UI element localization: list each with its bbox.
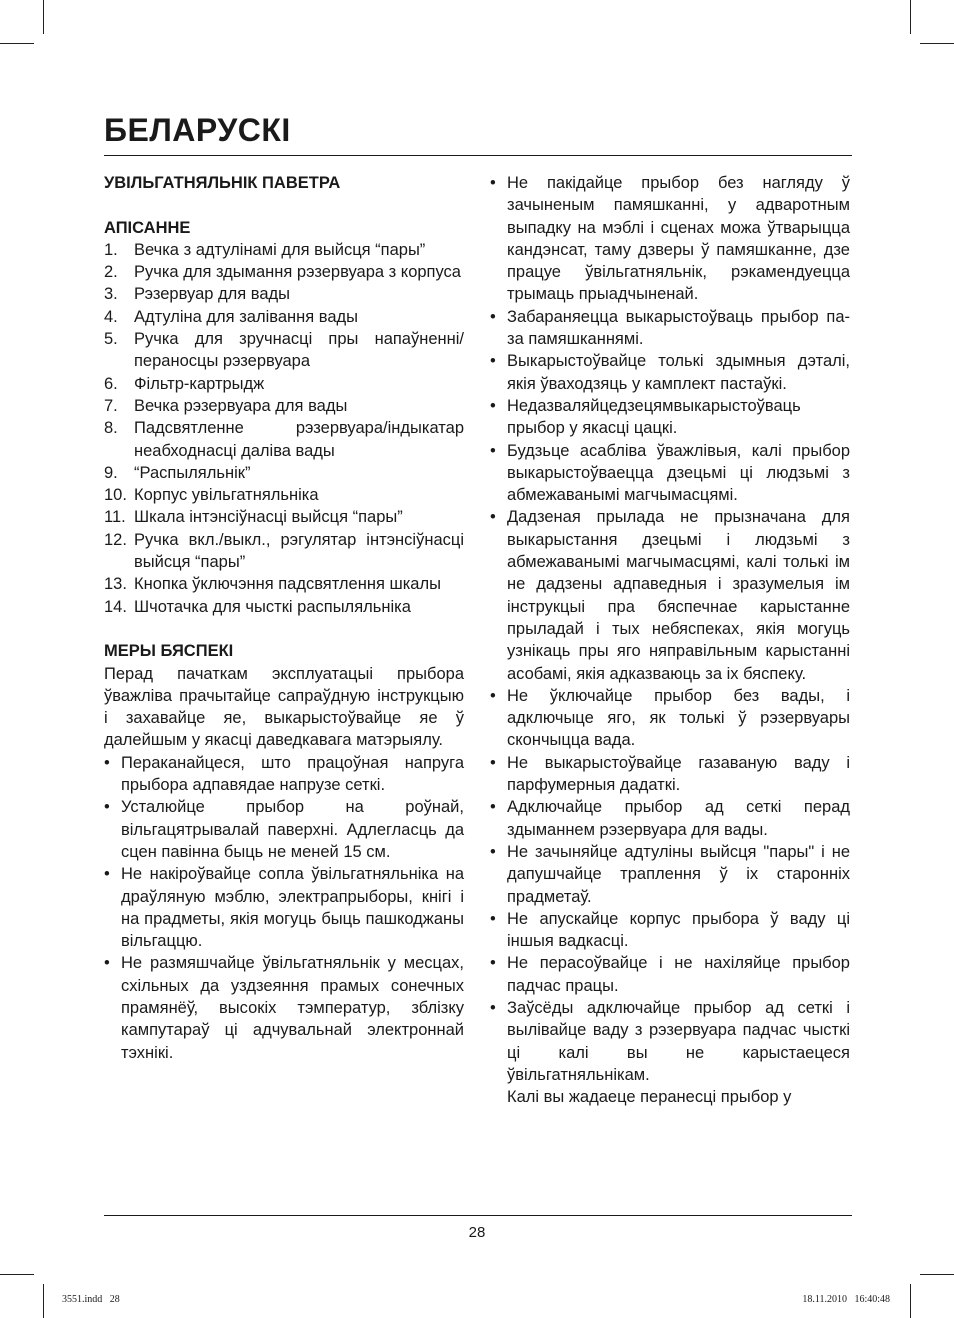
page-title: БЕЛАРУСКІ — [104, 112, 291, 148]
bullet-text: Не перасоўвайце і не нахіляйце прыбор падчас працы. — [507, 954, 850, 995]
bullet-dot-icon: • — [104, 798, 110, 817]
item-text: Рэзервуар для вады — [134, 285, 291, 304]
description-item — [104, 529, 464, 574]
slug-date: 18.11.2010 16:40:48 — [802, 1294, 890, 1305]
description-item — [104, 573, 464, 595]
crop-mark — [920, 43, 954, 44]
bullet-text: Недазваляйцедзецямвыкарыстоўваць прыбор у якасці цацкі. — [507, 396, 801, 438]
safety-intro: Перад пачаткам эксплуатацыі прыбора ўважліва прачытайце сапраўдную інструкцыю і захавайце яе, выкарыстоўвайце яе ў далейшым у якасці даведкавага матэрыялу. — [104, 664, 464, 750]
bullet-text: Адключайце прыбор ад сеткі перад здыманнем рэзервуара для вады. — [507, 798, 850, 839]
safety-bullet — [490, 440, 850, 507]
bullet-dot-icon: • — [490, 753, 496, 772]
slug-file: 3551.indd 28 — [62, 1294, 120, 1305]
bullet-text: Не апускайце корпус прыбора ў ваду ці іншыя вадкасці. — [507, 909, 850, 951]
bullet-dot-icon: • — [490, 998, 496, 1017]
item-number: 3. — [104, 285, 118, 304]
bullet-text: Не пакідайце прыбор без нагляду ў зачыненым памяшканні, у адваротным выпадку на мэблі і сценах можа ўтварыцца кандэнсат, таму дзверы ў памяшканне, дзе працуе ўвільгатняльнік, рэкамендуецца трымаць прыадчыненай. — [507, 174, 850, 304]
bullet-text: Не выкарыстоўвайце газаваную ваду і парфумерныя дадаткі. — [507, 753, 850, 795]
safety-bullet — [490, 506, 850, 684]
bullet-dot-icon: • — [104, 753, 110, 772]
bullet-text: Дадзеная прылада не прызначана для выкарыстання дзецьмі і людзьмі з абмежаванымі магчымасцямі, калі толькі ім не дадзены адпаведныя і зразумелыя ім інструкцыі пра бяспечнае карыстанне прыладай і тых небяспеках, якія могуць узнікаць пры яго няправільным карыстанні асобамі, якія адказваюць за іх бяспеку. — [507, 508, 850, 683]
bullet-dot-icon: • — [490, 352, 496, 371]
bullet-dot-icon: • — [490, 798, 496, 817]
description-heading: АПІСАННЕ — [104, 218, 191, 237]
bullet-text: Усталюйце прыбор на роўнай, вільгацятрывалай паверхні. Адлегласць да сцен павінна быць не меней 15 см. — [121, 798, 464, 861]
safety-bullet — [490, 952, 850, 997]
title-rule — [104, 155, 852, 156]
crop-mark — [910, 0, 911, 34]
continuation-text: Калі вы жадаеце перанесці прыбор у — [507, 1088, 792, 1107]
item-number: 1. — [104, 240, 118, 259]
item-text: Ручка вкл./выкл., рэгулятар інтэнсіўнасці выйсця “пары” — [134, 530, 464, 572]
item-text: Шчотачка для чысткі распыляльніка — [134, 597, 411, 616]
item-text: Ручка для зручнасці пры напаўненні/пераносцы рэзервуара — [134, 330, 464, 371]
footer-rule — [104, 1215, 852, 1216]
safety-bullets-left — [104, 752, 464, 1064]
description-item — [104, 506, 464, 528]
product-heading: УВІЛЬГАТНЯЛЬНІК ПАВЕТРА — [104, 174, 341, 192]
bullet-text: Забараняецца выкарыстоўваць прыбор па-за памяшканнямі. — [507, 307, 850, 349]
item-number: 5. — [104, 330, 118, 349]
safety-bullet — [490, 685, 850, 752]
bullet-dot-icon: • — [490, 508, 496, 527]
item-text: Вечка з адтулінамі для выйсця “пары” — [134, 240, 426, 259]
item-number: 12. — [104, 530, 127, 549]
safety-bullets-right — [490, 172, 850, 1086]
crop-mark — [0, 43, 34, 44]
description-list — [104, 239, 464, 618]
left-column — [104, 172, 464, 1064]
bullet-text: Не зачыняйце адтуліны выйсця "пары" і не дапушчайце траплення ў іх староннiх прадметаў. — [507, 842, 850, 906]
bullet-text: Заўсёды адключайце прыбор ад сеткі і вылівайце ваду з рэзервуара падчас чысткі ці калі вы не карыстаецеся ўвільгатняльнікам. — [507, 998, 850, 1084]
bullet-text: Не размяшчайце ўвільгатняльнік у месцах, схільных да уздзеяння прамых сонечных прамянёў, высокіх тэмператур, зблізку кампутараў ці адчувальнай электроннай тэхнікі. — [121, 954, 464, 1062]
safety-bullet — [104, 863, 464, 952]
safety-bullet — [490, 908, 850, 953]
item-text: Фільтр-картрыдж — [134, 374, 265, 393]
bullet-dot-icon: • — [490, 396, 496, 415]
safety-bullet — [490, 796, 850, 841]
bullet-dot-icon: • — [104, 865, 110, 884]
bullet-dot-icon: • — [104, 954, 110, 973]
item-number: 13. — [104, 575, 127, 594]
bullet-dot-icon: • — [490, 686, 496, 705]
item-number: 9. — [104, 463, 118, 482]
item-number: 4. — [104, 307, 118, 326]
crop-mark — [0, 1274, 34, 1275]
crop-mark — [910, 1284, 911, 1318]
crop-mark — [43, 1284, 44, 1318]
item-text: “Распыляльнік” — [134, 463, 251, 482]
description-item — [104, 596, 464, 618]
description-item — [104, 417, 464, 462]
safety-bullet — [490, 172, 850, 306]
item-text: Ручка для здымання рэзервуара з корпуса — [134, 263, 461, 282]
item-text: Кнопка ўключэння падсвятлення шкалы — [134, 575, 441, 594]
item-number: 11. — [104, 508, 126, 527]
bullet-text: Выкарыстоўвайце толькі здымныя дэталі, якія ўваходзяць у камплект пастаўкі. — [507, 352, 850, 393]
bullet-text: Пераканайцеся, што працоўная напруга прыбора адпавядае напрузе сеткі. — [121, 753, 464, 795]
bullet-dot-icon: • — [490, 441, 496, 460]
description-item — [104, 283, 464, 305]
bullet-text: Не накіроўвайце сопла ўвільгатняльніка на драўляную мэблю, электрапрыборы, кнігі і на прадметы, якія могуць быць пашкоджаны вільгаццю. — [121, 865, 464, 951]
description-item — [104, 239, 464, 261]
safety-bullet — [490, 350, 850, 395]
safety-heading: МЕРЫ БЯСПЕКІ — [104, 642, 234, 661]
page-number: 28 — [468, 1224, 486, 1241]
item-number: 2. — [104, 263, 118, 282]
bullet-dot-icon: • — [490, 174, 496, 192]
item-text: Падсвятленне рэзервуара/індыкатар неабходнасці даліва вады — [134, 419, 464, 460]
description-item — [104, 395, 464, 417]
description-item — [104, 462, 464, 484]
safety-bullet — [490, 997, 850, 1086]
crop-mark — [43, 0, 44, 34]
item-number: 8. — [104, 419, 118, 438]
bullet-text: Не ўключайце прыбор без вады, і адключыце яго, як толькі ў рэзервуары скончыцца вада. — [507, 686, 850, 750]
safety-bullet — [104, 796, 464, 863]
bullet-dot-icon: • — [490, 842, 496, 861]
right-column — [490, 172, 850, 1108]
item-text: Адтуліна для залівання вады — [134, 307, 358, 326]
description-item — [104, 261, 464, 283]
description-item — [104, 373, 464, 395]
safety-bullet — [490, 841, 850, 908]
item-text: Корпус увільгатняльніка — [134, 486, 319, 505]
bullet-dot-icon: • — [490, 909, 496, 928]
safety-bullet — [490, 752, 850, 797]
safety-bullet — [490, 306, 850, 351]
description-item — [104, 328, 464, 373]
safety-bullet — [490, 395, 850, 440]
bullet-text: Будзьце асабліва ўважлівыя, калі прыбор выкарыстоўваецца дзецьмі ці людзьмі з абмежаванымі магчымасцямі. — [507, 441, 850, 505]
item-number: 7. — [104, 396, 118, 415]
description-item — [104, 306, 464, 328]
item-number: 10. — [104, 486, 127, 505]
item-text: Шкала інтэнсіўнасці выйсця “пары” — [134, 508, 403, 527]
bullet-dot-icon: • — [490, 307, 496, 326]
description-item — [104, 484, 464, 506]
crop-mark — [920, 1274, 954, 1275]
item-number: 6. — [104, 374, 118, 393]
safety-bullet — [104, 952, 464, 1063]
bullet-dot-icon: • — [490, 954, 496, 973]
item-number: 14. — [104, 597, 127, 616]
safety-bullet — [104, 752, 464, 797]
item-text: Вечка рэзервуара для вады — [134, 396, 348, 415]
